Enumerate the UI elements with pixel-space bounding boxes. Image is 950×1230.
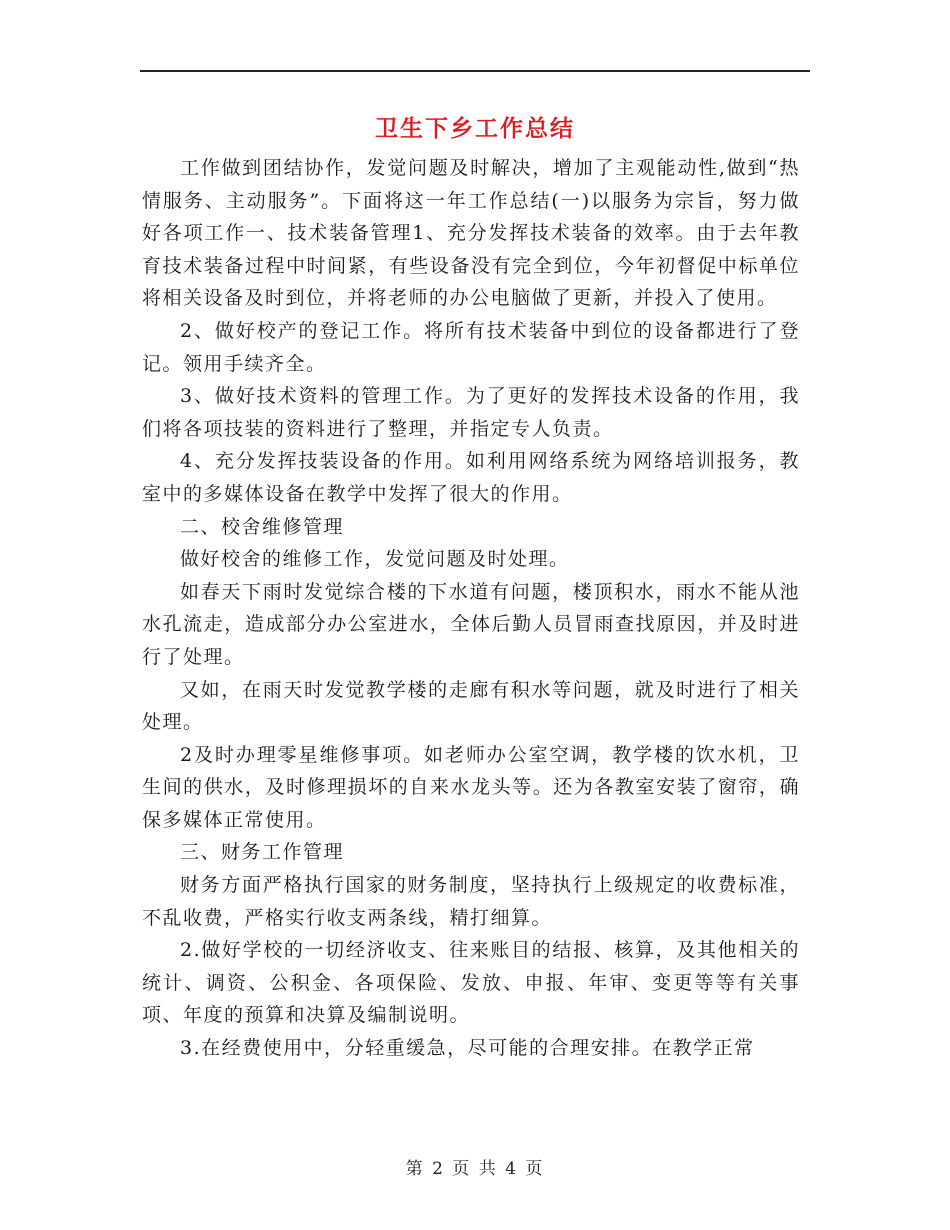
paragraph-3: 3、做好技术资料的管理工作。为了更好的发挥技术设备的作用，我们将各项技装的资料进行了整理，并指定专人负责。 <box>142 385 800 440</box>
paragraph-13: 3.在经费使用中，分轻重缓急，尽可能的合理安排。在教学正常 <box>180 1037 755 1060</box>
paragraph-8: 又如，在雨天时发觉教学楼的走廊有积水等问题，就及时进行了相关处理。 <box>142 678 800 734</box>
paragraph-7: 如春天下雨时发觉综合楼的下水道有问题，楼顶积水，雨水不能从池水孔流走，造成部分办公室进水，全体后勤人员冒雨查找原因，并及时进行了处理。 <box>142 580 800 668</box>
paragraph-4: 4、充分发挥技装设备的作用。如利用网络系统为网络培训报务，教室中的多媒体设备在教学中发挥了很大的作用。 <box>142 450 800 505</box>
document-body <box>142 152 800 1065</box>
paragraph-11: 财务方面严格执行国家的财务制度，坚持执行上级规定的收费标准，不乱收费，严格实行收支两条线，精打细算。 <box>142 874 800 929</box>
page-title: 卫生下乡工作总结 <box>375 116 575 142</box>
paragraph-1: 工作做到团结协作，发觉问题及时解决，增加了主观能动性,做到“热情服务、主动服务”。下面将这一年工作总结(一)以服务为宗旨，努力做好各项工作一、技术装备管理1、充分发挥技术装备的效率。由于去年教育技术装备过程中时间紧，有些设备没有完全到位，今年初督促中标单位将相关设备及时到位，并将老师的办公电脑做了更新，并投入了使用。 <box>142 157 800 310</box>
paragraph-6: 做好校舍的维修工作，发觉问题及时处理。 <box>180 548 570 571</box>
header-rule <box>140 70 810 72</box>
paragraph-12: 2.做好学校的一切经济收支、往来账目的结报、核算，及其他相关的统计、调资、公积金、各项保险、发放、申报、年审、变更等等有关事项、年度的预算和决算及编制说明。 <box>142 939 800 1027</box>
section-heading-3: 三、财务工作管理 <box>180 841 345 864</box>
paragraph-9: 2及时办理零星维修事项。如老师办公室空调，教学楼的饮水机，卫生间的供水，及时修理损坏的自来水龙头等。还为各教室安装了窗帘，确保多媒体正常使用。 <box>142 743 800 831</box>
page-number-footer: 第 2 页 共 4 页 <box>405 1159 545 1179</box>
section-heading-2: 二、校舍维修管理 <box>180 515 345 538</box>
paragraph-2: 2、做好校产的登记工作。将所有技术装备中到位的设备都进行了登记。领用手续齐全。 <box>142 319 800 375</box>
